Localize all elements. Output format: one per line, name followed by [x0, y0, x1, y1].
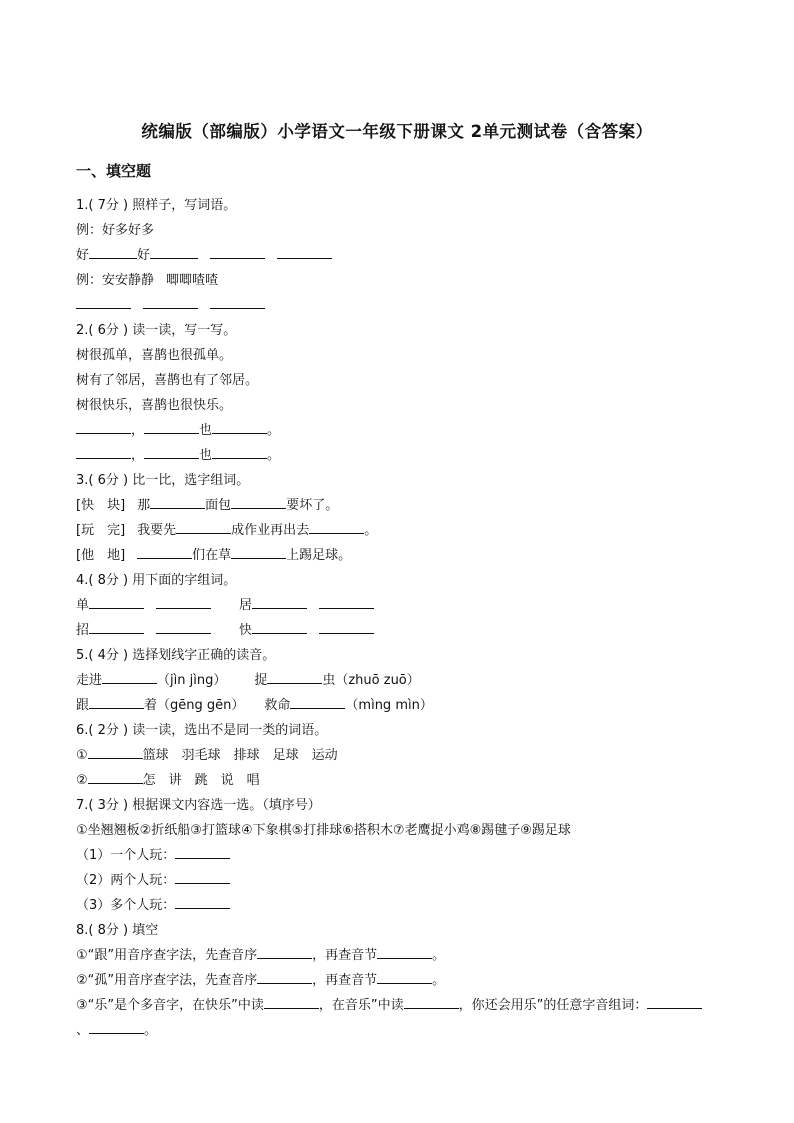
q4-char: 招	[76, 623, 90, 638]
q8-line-4	[76, 1018, 736, 1043]
word-ye: 也	[199, 423, 213, 438]
q4-char: 单	[76, 598, 90, 613]
answer-blank[interactable]	[175, 894, 230, 909]
q3-text: 那	[137, 498, 151, 513]
q5-pinyin-options: （zhuō zuō）	[335, 673, 420, 688]
answer-blank[interactable]	[76, 419, 131, 434]
q5-pinyin-options: （jìn jìng）	[157, 673, 227, 688]
q6-row-2	[76, 768, 736, 793]
q7-sub-label: （3）多个人玩：	[76, 898, 176, 913]
answer-blank[interactable]	[377, 969, 432, 984]
answer-blank[interactable]	[212, 444, 267, 459]
q3-text: 面包	[205, 498, 232, 513]
q5-word: 着	[144, 698, 158, 713]
q3-row-2	[76, 518, 736, 543]
q8-text: ，你还会用乐”的任意字音组词：	[458, 998, 648, 1013]
answer-blank[interactable]	[156, 619, 211, 634]
answer-blank[interactable]	[252, 594, 307, 609]
answer-blank[interactable]	[231, 494, 286, 509]
answer-blank[interactable]	[76, 444, 131, 459]
answer-blank[interactable]	[150, 494, 205, 509]
q1-example-2b-text: 唧唧喳喳	[166, 273, 219, 288]
q7-sub-3	[76, 893, 736, 918]
answer-blank[interactable]	[76, 294, 131, 309]
answer-blank[interactable]	[252, 619, 307, 634]
q5-row-1	[76, 668, 736, 693]
q3-row-3	[76, 543, 736, 568]
q5-pinyin-options: （gēng gēn）	[157, 698, 245, 713]
answer-blank[interactable]	[144, 444, 199, 459]
question-6-header: 6.( 2分 ) 读一读，选出不是同一类的词语。	[76, 723, 328, 738]
q2-answer-row-1	[76, 418, 736, 443]
q1-example-2-text: 例：安安静静	[76, 273, 155, 288]
q1-row-2	[76, 293, 736, 318]
q3-options-1: [快 块]	[76, 498, 126, 513]
q5-word: 捉	[254, 673, 268, 688]
answer-blank[interactable]	[88, 744, 143, 759]
comma: ，	[131, 423, 145, 438]
q5-word: 走进	[76, 673, 103, 688]
answer-blank[interactable]	[156, 594, 211, 609]
q3-text: 要坏了。	[286, 498, 339, 513]
q4-char: 快	[239, 623, 253, 638]
q2-line-2: 树有了邻居，喜鹊也有了邻居。	[76, 373, 259, 388]
answer-blank[interactable]	[143, 294, 198, 309]
q1-char-hao-b: 好	[137, 248, 151, 263]
q7-sub-label: （1）一个人玩：	[76, 848, 176, 863]
question-3-header: 3.( 6分 ) 比一比，选字组词。	[76, 473, 250, 488]
q8-text: 。	[144, 1023, 158, 1038]
question-2-header: 2.( 6分 ) 读一读，写一写。	[76, 323, 237, 338]
q3-text: 上踢足球。	[286, 548, 352, 563]
answer-blank[interactable]	[404, 994, 459, 1009]
answer-blank[interactable]	[210, 244, 265, 259]
q1-char-hao-a: 好	[76, 248, 90, 263]
q4-row-2	[76, 618, 736, 643]
q7-sub-2	[76, 868, 736, 893]
q7-sub-label: （2）两个人玩：	[76, 873, 176, 888]
q8-text: 。	[432, 973, 446, 988]
q4-row-1	[76, 593, 736, 618]
answer-blank[interactable]	[144, 419, 199, 434]
q8-text: ③“乐”是个多音字，在快乐”中读	[76, 998, 264, 1013]
q6-row-1	[76, 743, 736, 768]
question-1-header: 1.( 7分 ) 照样子，写词语。	[76, 198, 237, 213]
page-title: 统编版（部编版）小学语文一年级下册课文 2单元测试卷（含答案）	[141, 122, 653, 141]
q5-word: 救命	[264, 698, 291, 713]
q3-text: 。	[364, 523, 378, 538]
q2-line-1: 树很孤单，喜鹊也很孤单。	[76, 348, 233, 363]
answer-blank[interactable]	[257, 944, 312, 959]
q8-text: ②“孤”用音序查字法，先查音序	[76, 973, 258, 988]
q1-example-1: 例：好多好多	[76, 223, 155, 238]
word-ye: 也	[199, 448, 213, 463]
answer-blank[interactable]	[176, 519, 231, 534]
q3-options-2: [玩 完]	[76, 523, 126, 538]
answer-blank[interactable]	[88, 769, 143, 784]
answer-blank[interactable]	[309, 519, 364, 534]
q8-text: ①“跟”用音序查字法，先查音序	[76, 948, 258, 963]
answer-blank[interactable]	[89, 244, 137, 259]
q1-row-1	[76, 243, 736, 268]
q7-sub-1	[76, 843, 736, 868]
question-7-header: 7.( 3分 ) 根据课文内容选一选。（填序号）	[76, 798, 321, 813]
answer-blank[interactable]	[175, 844, 230, 859]
answer-blank[interactable]	[257, 969, 312, 984]
circled-number-2: ②	[76, 773, 88, 788]
answer-blank[interactable]	[647, 994, 702, 1009]
answer-blank[interactable]	[267, 669, 322, 684]
q3-options-3: [他 地]	[76, 548, 126, 563]
answer-blank[interactable]	[377, 944, 432, 959]
answer-blank[interactable]	[89, 694, 144, 709]
q3-text: 我要先	[137, 523, 177, 538]
answer-blank[interactable]	[231, 544, 286, 559]
answer-blank[interactable]	[137, 544, 192, 559]
comma: ，	[131, 448, 145, 463]
question-4-header: 4.( 8分 ) 用下面的字组词。	[76, 573, 237, 588]
q8-line-3	[76, 993, 736, 1018]
answer-blank[interactable]	[89, 619, 144, 634]
answer-blank[interactable]	[102, 669, 157, 684]
q3-text: 成作业再出去	[231, 523, 310, 538]
q5-pinyin-options: （mìng mìn）	[345, 698, 433, 713]
q8-text: 。	[432, 948, 446, 963]
answer-blank[interactable]	[212, 419, 267, 434]
question-5-header: 5.( 4分 ) 选择划线字正确的读音。	[76, 648, 276, 663]
period: 。	[267, 448, 281, 463]
answer-blank[interactable]	[290, 694, 345, 709]
q3-row-1	[76, 493, 736, 518]
question-list	[76, 193, 736, 1043]
answer-blank[interactable]	[277, 244, 332, 259]
circled-number-1: ①	[76, 748, 88, 763]
q8-line-1	[76, 943, 736, 968]
q6-word-group: 怎 讲 跳 说 唱	[142, 773, 260, 788]
q2-line-3: 树很快乐，喜鹊也很快乐。	[76, 398, 233, 413]
q3-text: 们在草	[192, 548, 232, 563]
q8-text: ，再查音节	[312, 948, 378, 963]
question-8-header: 8.( 8分 ) 填空	[76, 923, 159, 938]
q5-word: 跟	[76, 698, 90, 713]
q4-char: 居	[239, 598, 253, 613]
answer-blank[interactable]	[89, 594, 144, 609]
answer-blank[interactable]	[319, 619, 374, 634]
answer-blank[interactable]	[319, 594, 374, 609]
q7-options: ①坐翘翘板②折纸船③打篮球④下象棋⑤打排球⑥搭积木⑦老鹰捉小鸡⑧踢毽子⑨踢足球	[76, 823, 571, 838]
q5-row-2	[76, 693, 736, 718]
answer-blank[interactable]	[89, 1019, 144, 1034]
q6-word-group: 篮球 羽毛球 排球 足球 运动	[142, 748, 338, 763]
q8-line-2	[76, 968, 736, 993]
answer-blank[interactable]	[150, 244, 198, 259]
answer-blank[interactable]	[175, 869, 230, 884]
q5-word: 虫	[322, 673, 336, 688]
q2-answer-row-2	[76, 443, 736, 468]
period: 。	[267, 423, 281, 438]
q8-text: 、	[76, 1023, 90, 1038]
q8-text: ，再查音节	[312, 973, 378, 988]
section-heading: 一、填空题	[76, 162, 152, 180]
q1-example-2	[76, 268, 736, 293]
answer-blank[interactable]	[210, 294, 265, 309]
answer-blank[interactable]	[264, 994, 319, 1009]
q8-text: ，在音乐”中读	[318, 998, 404, 1013]
